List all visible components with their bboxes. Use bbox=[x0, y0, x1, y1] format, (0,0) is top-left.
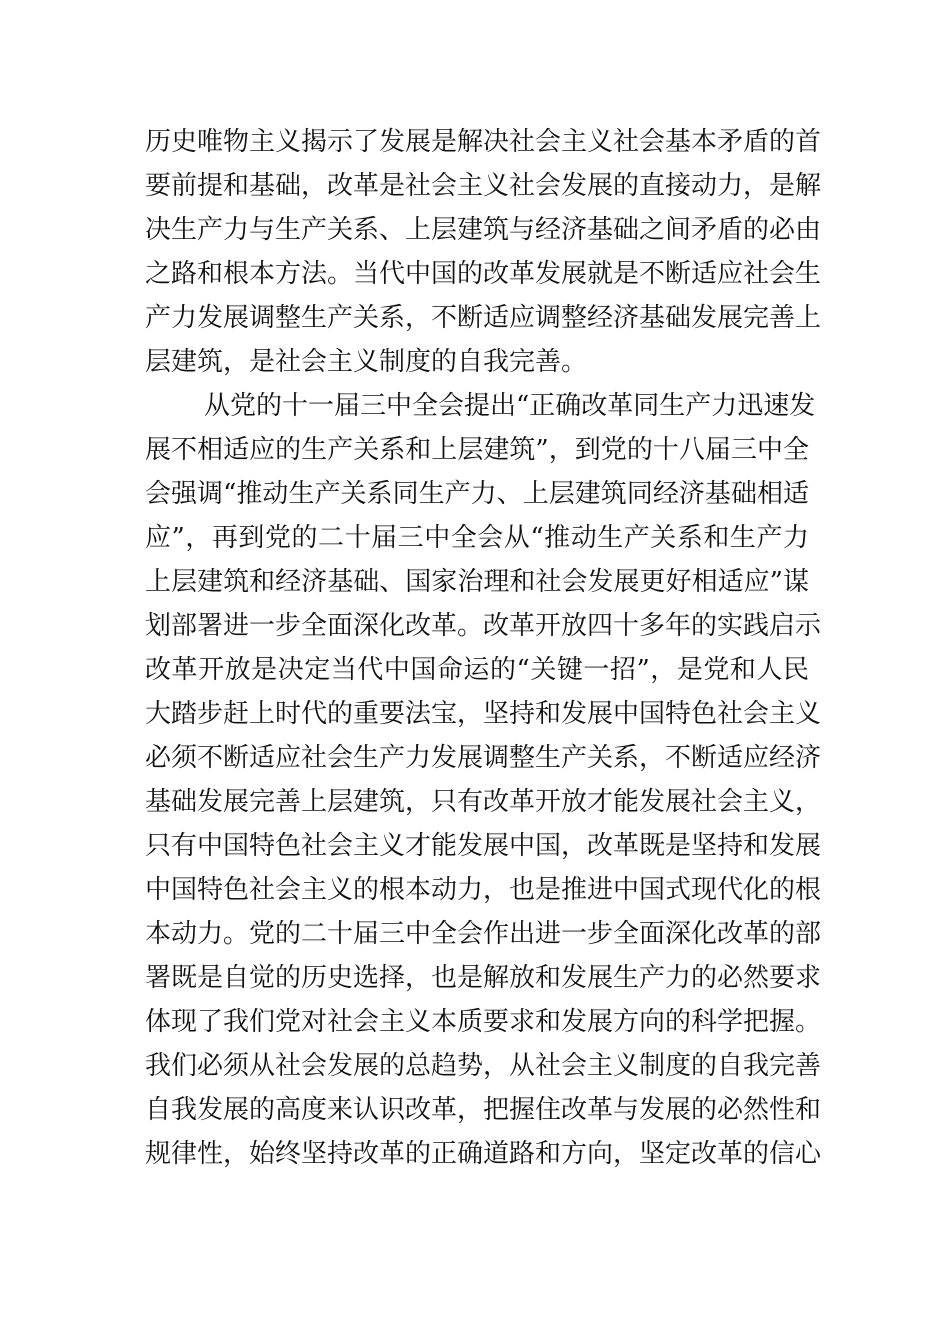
text-line: 产力发展调整生产关系，不断适应调整经济基础发展完善上 bbox=[145, 303, 822, 333]
text-line: 上层建筑和经济基础、国家治理和社会发展更好相适应”谋 bbox=[145, 567, 809, 597]
text-line: 大踏步赶上时代的重要法宝，坚持和发展中国特色社会主义 bbox=[145, 699, 822, 729]
body-text bbox=[145, 120, 822, 1176]
text-line: 要前提和基础，改革是社会主义社会发展的直接动力，是解 bbox=[145, 171, 822, 201]
text-line: 层建筑，是社会主义制度的自我完善。 bbox=[145, 347, 588, 377]
text-line: 划部署进一步全面深化改革。改革开放四十多年的实践启示 bbox=[145, 611, 822, 641]
text-line: 署既是自觉的历史选择，也是解放和发展生产力的必然要求 bbox=[145, 963, 822, 993]
text-line: 改革开放是决定当代中国命运的“关键一招”，是党和人民 bbox=[145, 655, 809, 685]
text-line: 必须不断适应社会生产力发展调整生产关系，不断适应经济 bbox=[145, 743, 822, 773]
text-line: 基础发展完善上层建筑，只有改革开放才能发展社会主义， bbox=[145, 787, 822, 817]
text-line: 决生产力与生产关系、上层建筑与经济基础之间矛盾的必由 bbox=[145, 215, 822, 245]
text-line: 本动力。党的二十届三中全会作出进一步全面深化改革的部 bbox=[145, 919, 822, 949]
text-line: 规律性，始终坚持改革的正确道路和方向，坚定改革的信心 bbox=[145, 1139, 822, 1169]
text-line: 会强调“推动生产关系同生产力、上层建筑同经济基础相适 bbox=[145, 479, 809, 509]
text-line: 历史唯物主义揭示了发展是解决社会主义社会基本矛盾的首 bbox=[145, 127, 822, 157]
text-line: 只有中国特色社会主义才能发展中国，改革既是坚持和发展 bbox=[145, 831, 822, 861]
text-line: 中国特色社会主义的根本动力，也是推进中国式现代化的根 bbox=[145, 875, 822, 905]
paragraph-2 bbox=[145, 384, 822, 1176]
text-line: 从党的十一届三中全会提出“正确改革同生产力迅速发 bbox=[204, 391, 816, 421]
text-line: 我们必须从社会发展的总趋势，从社会主义制度的自我完善 bbox=[145, 1051, 822, 1081]
text-line: 应”，再到党的二十届三中全会从“推动生产关系和生产力 bbox=[145, 523, 809, 553]
paragraph-1 bbox=[145, 120, 822, 384]
text-line: 展不相适应的生产关系和上层建筑”，到党的十八届三中全 bbox=[145, 435, 809, 465]
text-line: 体现了我们党对社会主义本质要求和发展方向的科学把握。 bbox=[145, 1007, 822, 1037]
text-line: 自我发展的高度来认识改革，把握住改革与发展的必然性和 bbox=[145, 1095, 822, 1125]
text-line: 之路和根本方法。当代中国的改革发展就是不断适应社会生 bbox=[145, 259, 822, 289]
